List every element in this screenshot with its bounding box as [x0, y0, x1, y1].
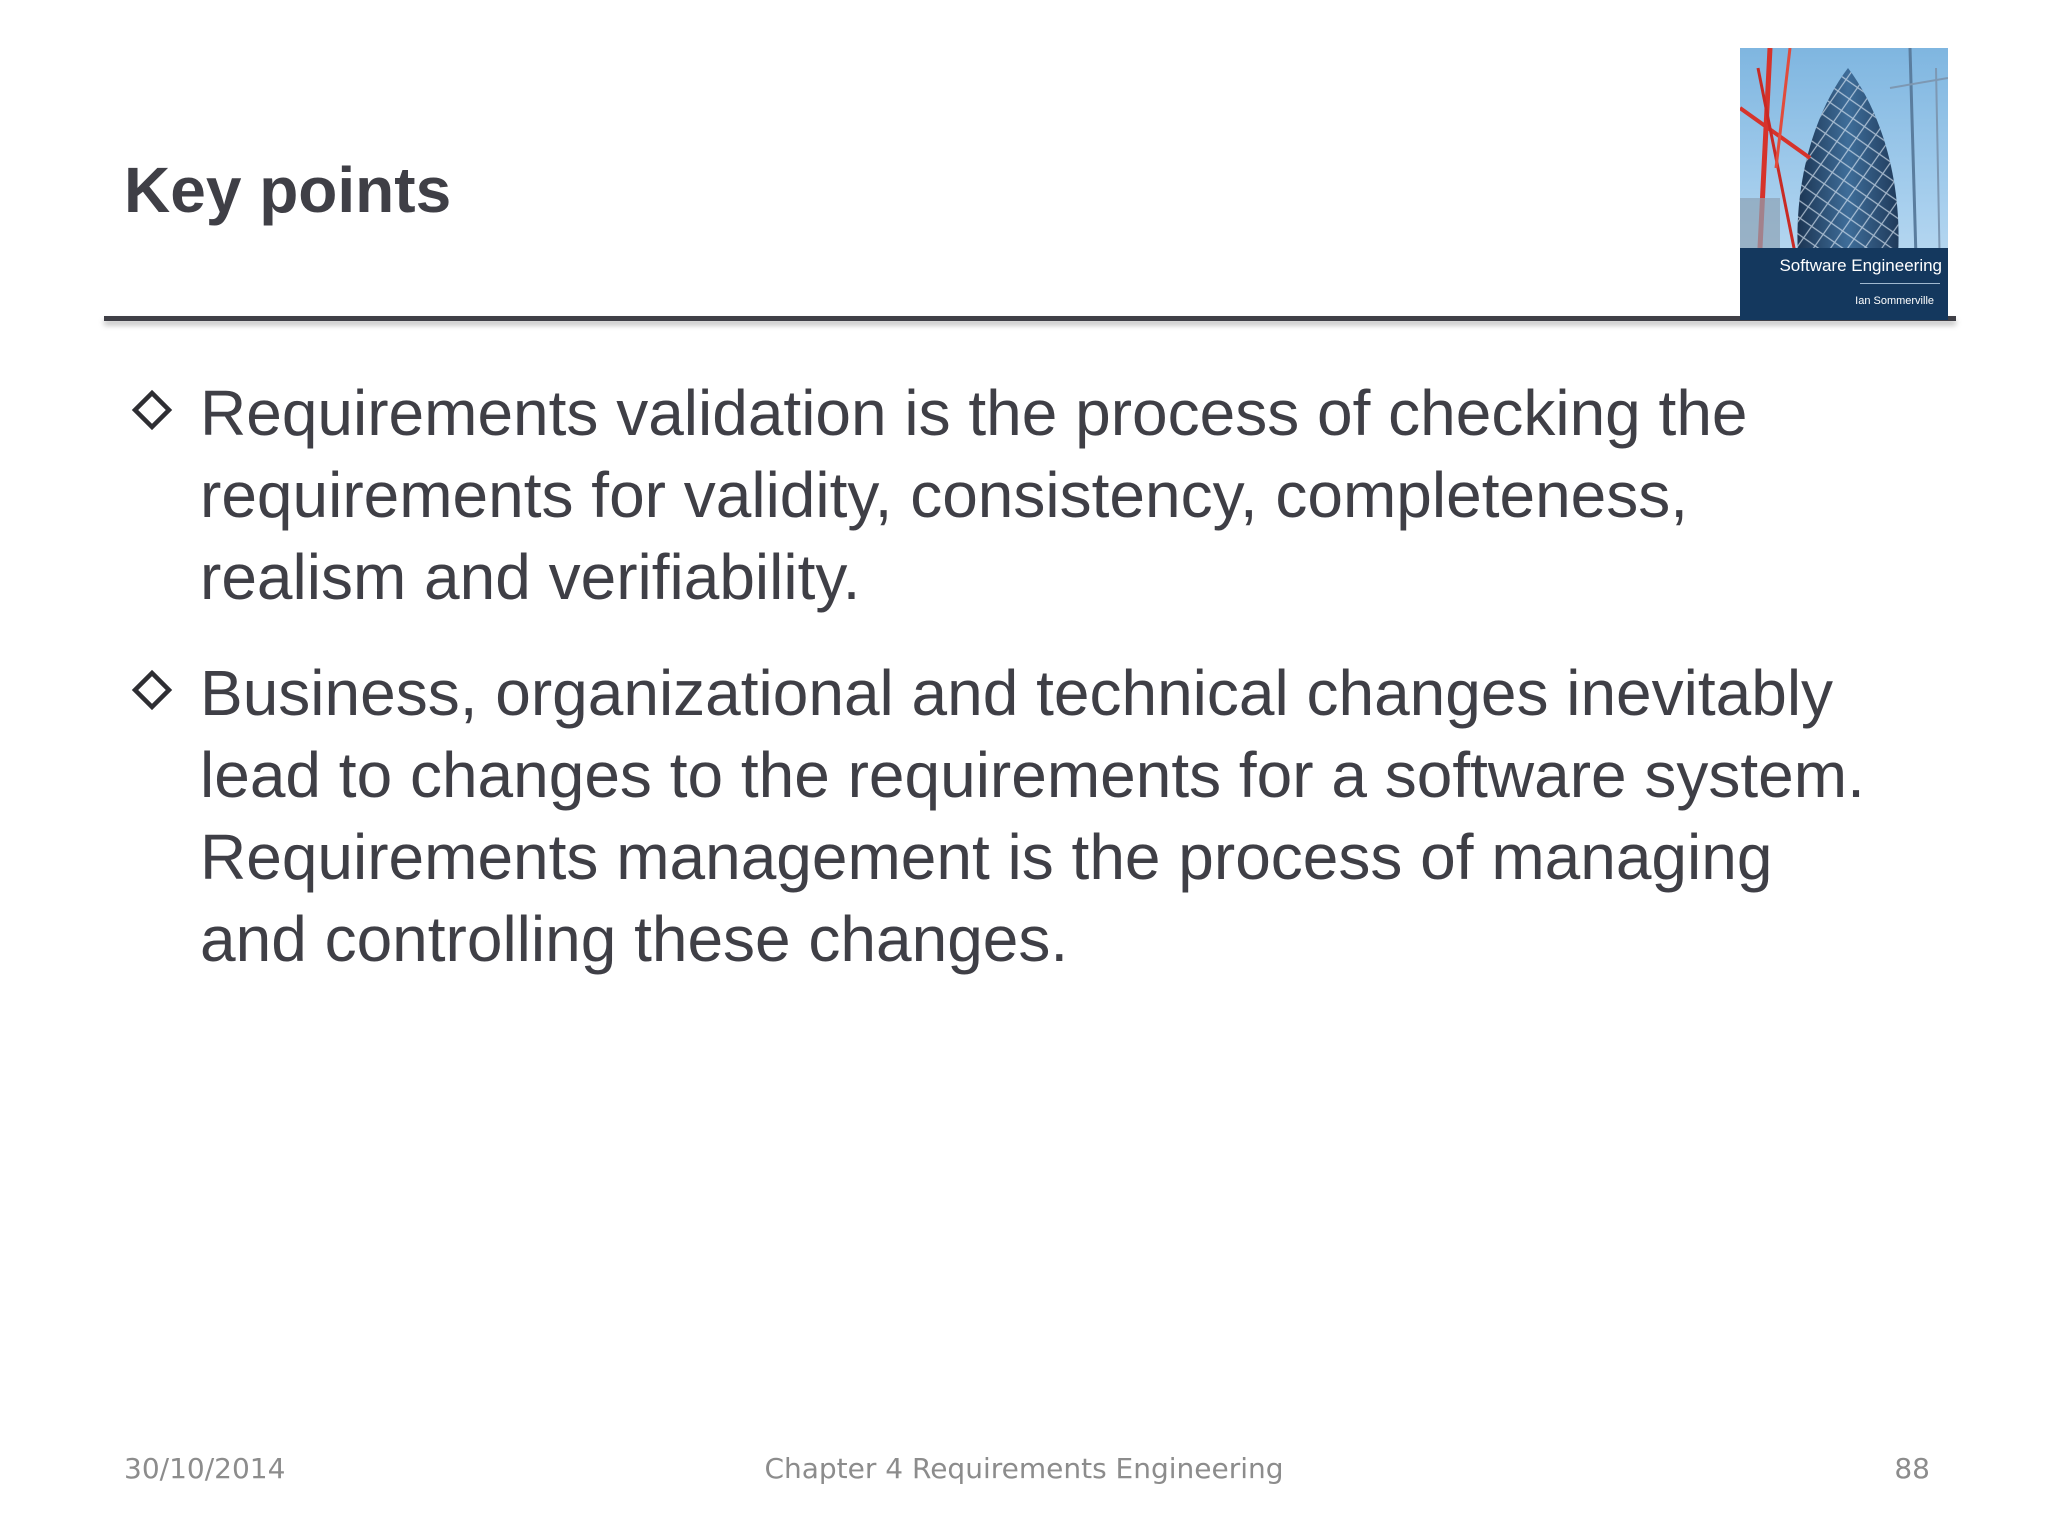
- book-cover-image: [1740, 48, 1948, 320]
- diamond-outline-icon: [130, 388, 174, 432]
- title-divider: [104, 316, 1956, 321]
- footer-date: 30/10/2014: [124, 1452, 286, 1485]
- bullet-text: Business, organizational and technical changes inevitably lead to changes to the requirements for a software system. Requirements management is the process of managing and controlling these changes.: [200, 657, 1865, 975]
- bullet-text: Requirements validation is the process of checking the requirements for validity, consistency, completeness, realism and verifiability.: [200, 377, 1748, 613]
- cover-title-text: Software Engineering: [1779, 256, 1942, 275]
- cover-author-text: Ian Sommerville: [1855, 295, 1934, 307]
- bullet-item: [130, 372, 1890, 618]
- bullet-item: [130, 652, 1890, 980]
- slide-title: Key points: [124, 154, 452, 226]
- bullet-list: [130, 372, 1890, 1014]
- diamond-outline-icon: [130, 668, 174, 712]
- footer-chapter: Chapter 4 Requirements Engineering: [764, 1452, 1284, 1485]
- page-number: 88: [1894, 1452, 1930, 1485]
- book-cover-illustration: [1740, 48, 1948, 320]
